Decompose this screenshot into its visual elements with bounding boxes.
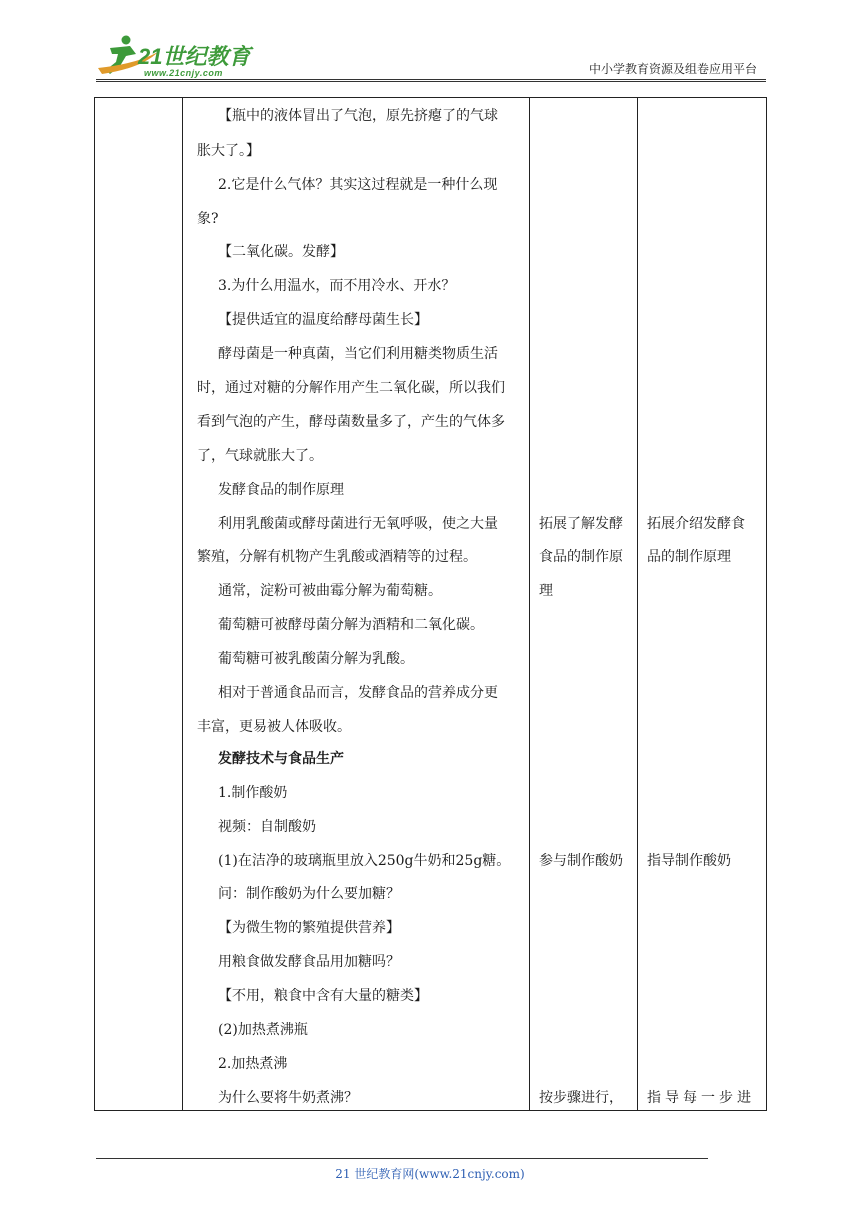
lesson-table [94, 97, 767, 1111]
content-line: 【二氧化碳。发酵】 [218, 244, 344, 260]
content-line: 繁殖，分解有机物产生乳酸或酒精等的过程。 [197, 549, 477, 565]
student-activity-line: 理 [539, 583, 553, 599]
student-activity-line: 食品的制作原 [539, 549, 623, 565]
design-intent-line: 拓展介绍发酵食 [647, 516, 745, 532]
content-line: 为什么要将牛奶煮沸？ [218, 1090, 358, 1106]
footer-link[interactable]: 21 世纪教育网(www.21cnjy.com) [335, 1167, 525, 1181]
design-intent-line: 指导制作酸奶 [647, 853, 731, 869]
column-divider [182, 97, 183, 1111]
student-activity-line: 参与制作酸奶 [539, 853, 623, 869]
svg-text:21世纪教育: 21世纪教育 [138, 44, 251, 69]
content-line: 酵母菌是一种真菌，当它们利用糖类物质生活 [218, 346, 498, 362]
site-logo[interactable] [96, 34, 266, 82]
content-line: 用粮食做发酵食品用加糖吗？ [218, 954, 400, 970]
content-line: 2.加热煮沸 [218, 1056, 288, 1072]
content-line: (1)在洁净的玻璃瓶里放入250g牛奶和25g糖。 [218, 853, 511, 869]
design-intent-line: 品的制作原理 [647, 549, 731, 565]
design-intent-line: 指导每一步进 [647, 1090, 755, 1106]
content-line: 胀大了。】 [197, 143, 260, 159]
content-line: 利用乳酸菌或酵母菌进行无氧呼吸，使之大量 [218, 516, 498, 532]
platform-name: 中小学教育资源及组卷应用平台 [588, 62, 757, 76]
content-line: 相对于普通食品而言，发酵食品的营养成分更 [218, 685, 498, 701]
content-line: 【为微生物的繁殖提供营养】 [218, 920, 400, 936]
content-line: 看到气泡的产生，酵母菌数量多了，产生的气体多 [197, 414, 505, 430]
student-activity-line: 按步骤进行， [539, 1090, 623, 1106]
svg-text:www.21cnjy.com: www.21cnjy.com [144, 68, 223, 78]
student-activity-line: 拓展了解发酵 [539, 516, 623, 532]
content-line: 3.为什么用温水，而不用冷水、开水？ [218, 278, 456, 294]
content-line: 了，气球就胀大了。 [197, 448, 323, 464]
column-divider [529, 97, 530, 1111]
content-line: 发酵食品的制作原理 [218, 482, 344, 498]
column-divider [637, 97, 638, 1111]
runner-logo-icon [96, 34, 266, 82]
content-line: 问：制作酸奶为什么要加糖？ [218, 886, 400, 902]
header-divider [96, 79, 766, 80]
content-line: 时，通过对糖的分解作用产生二氧化碳，所以我们 [197, 380, 505, 396]
header-divider-secondary [96, 81, 766, 82]
content-line: 象? [197, 211, 219, 227]
content-line: 丰富，更易被人体吸收。 [197, 719, 351, 735]
content-line: 【提供适宜的温度给酵母菌生长】 [218, 312, 428, 328]
content-line: 葡萄糖可被酵母菌分解为酒精和二氧化碳。 [218, 617, 484, 633]
content-line: (2)加热煮沸瓶 [218, 1022, 308, 1038]
section-heading: 发酵技术与食品生产 [218, 751, 344, 767]
content-line: 视频：自制酸奶 [218, 819, 316, 835]
content-line: 通常，淀粉可被曲霉分解为葡萄糖。 [218, 583, 442, 599]
footer-divider [96, 1158, 708, 1159]
content-line: 【瓶中的液体冒出了气泡，原先挤瘪了的气球 [218, 108, 498, 124]
content-line: 1.制作酸奶 [218, 785, 288, 801]
content-line: 2.它是什么气体？其实这过程就是一种什么现 [218, 177, 498, 193]
content-line: 葡萄糖可被乳酸菌分解为乳酸。 [218, 651, 414, 667]
content-line: 【不用，粮食中含有大量的糖类】 [218, 988, 428, 1004]
